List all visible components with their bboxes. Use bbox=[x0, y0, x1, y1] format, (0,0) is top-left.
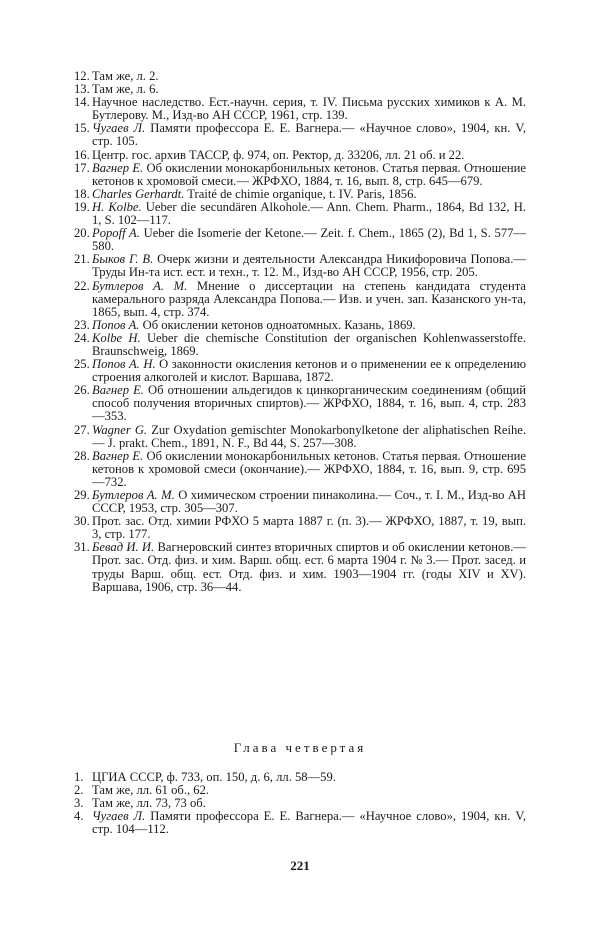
note-text bbox=[92, 69, 159, 83]
note-author: H. Kolbe. bbox=[92, 199, 142, 214]
note-number: 18. bbox=[74, 186, 90, 201]
note-number: 22. bbox=[74, 278, 90, 293]
note-text bbox=[92, 82, 159, 96]
note-body: Ueber die chemische Constitution der organischen Kohlenwasserstoffe. Braunschweig, 1869. bbox=[92, 330, 526, 358]
note-author: Чугаев Л. bbox=[92, 121, 146, 136]
note-body: Научное наследство. Ест.-научн. серия, т. IV. Письма русских химиков к А. М. Бутлерову. М., Изд-во АН СССР, 1961, стр. 139. bbox=[92, 95, 526, 123]
note-body: Центр. гос. архив ТАССР, ф. 974, оп. Ректор, д. 33206, лл. 21 об. и 22. bbox=[92, 147, 465, 162]
note-text bbox=[92, 318, 416, 332]
note-text bbox=[92, 449, 526, 489]
note-body: Об окислении кетонов одноатомных. Казань, 1869. bbox=[139, 317, 416, 332]
note-author: Попов А. bbox=[92, 317, 140, 332]
note-number: 21. bbox=[74, 252, 90, 267]
note-text bbox=[92, 148, 464, 162]
note-number: 2. bbox=[74, 783, 84, 798]
note-item bbox=[74, 515, 526, 541]
notes-list-chapter-four bbox=[74, 771, 526, 836]
note-text bbox=[92, 540, 526, 593]
note-item bbox=[74, 96, 526, 122]
note-author: Charles Gerhardt. bbox=[92, 186, 185, 201]
note-body: Об отношении альдегидов к цинкорганическим соединениям (общий способ получения вторичных спиртов).— ЖРФХО, 1884, т. 16, вып. 4, стр. 283—353. bbox=[92, 383, 526, 424]
note-number: 26. bbox=[74, 383, 90, 398]
note-item bbox=[74, 201, 526, 227]
note-item bbox=[74, 332, 526, 358]
note-item bbox=[74, 253, 526, 279]
note-text bbox=[92, 809, 526, 836]
note-text bbox=[92, 95, 526, 122]
note-number: 23. bbox=[74, 317, 90, 332]
note-text bbox=[92, 383, 526, 423]
note-item bbox=[74, 280, 526, 319]
note-text bbox=[92, 423, 526, 450]
note-body: Прот. зас. Отд. химии РФХО 5 марта 1887 г. (п. 3).— ЖРФХО, 1887, т. 19, вып. 3, стр. 177. bbox=[92, 514, 526, 542]
note-item bbox=[74, 450, 526, 489]
note-text bbox=[92, 783, 209, 797]
note-item bbox=[74, 384, 526, 423]
note-author: Вагнер Е. bbox=[92, 383, 144, 398]
note-body: Ueber die Isomerie der Ketone.— Zeit. f. Chem., 1865 (2), Bd 1, S. 577—580. bbox=[92, 226, 527, 254]
note-author: Бутлеров А. М. bbox=[92, 488, 175, 502]
note-author: Popoff A. bbox=[92, 226, 140, 241]
note-author: Бевад И. И. bbox=[92, 540, 155, 555]
note-body: Памяти профессора Е. Е. Вагнера.— «Научное слово», 1904, кн. V, стр. 105. bbox=[92, 121, 527, 149]
note-author: Бутлеров А. М. bbox=[92, 278, 188, 293]
note-body: Мнение о диссертации на степень кандидата студента камерального разряда Александра Попова.— Изв. и учен. зап. Казанского ун-та, 1865, вып. 4, стр. 374. bbox=[92, 278, 526, 319]
note-author: Вагнер Е. bbox=[92, 448, 144, 463]
note-body: Там же, л. 6. bbox=[92, 82, 159, 97]
note-body: Очерк жизни и деятельности Александра Никифоровича Попова.— Труды Ин-та ист. ест. и техн., т. 12. М., Изд-во АН СССР, 1956, стр. 205. bbox=[92, 252, 526, 280]
note-author: Быков Г. В. bbox=[92, 252, 154, 267]
note-text bbox=[92, 514, 526, 541]
note-number: 1. bbox=[74, 770, 84, 784]
note-body: ЦГИА СССР, ф. 733, оп. 150, д. 6, лл. 58—59. bbox=[92, 770, 336, 784]
note-number: 25. bbox=[74, 357, 90, 372]
note-body: Там же, л. 2. bbox=[92, 69, 159, 83]
note-text bbox=[92, 331, 526, 358]
note-text bbox=[92, 121, 526, 148]
note-author: Вагнер Е. bbox=[92, 160, 144, 175]
note-author: Wagner G. bbox=[92, 422, 148, 437]
note-text bbox=[92, 226, 526, 253]
note-author: Попов А. Н. bbox=[92, 357, 156, 372]
note-text bbox=[92, 279, 526, 319]
page-number: 221 bbox=[290, 858, 310, 873]
note-number: 30. bbox=[74, 514, 90, 529]
note-text bbox=[92, 187, 417, 201]
note-number: 15. bbox=[74, 121, 90, 136]
note-text bbox=[92, 252, 526, 279]
notes-list-previous-chapter bbox=[74, 70, 526, 594]
note-body: Zur Oxydation gemischter Monokarbonylketone der aliphatischen Reihe.— J. prakt. Chem., 1891, N. F., Bd 44, S. 257—308. bbox=[92, 422, 526, 450]
note-text bbox=[92, 161, 526, 188]
note-body: Об окислении монокарбонильных кетонов. Статья первая. Отношение кетонов к хромовой смеси.— ЖРФХО, 1884, т. 16, вып. 8, стр. 645—679. bbox=[92, 160, 526, 188]
note-number: 28. bbox=[74, 448, 90, 463]
note-number: 31. bbox=[74, 540, 90, 555]
note-number: 4. bbox=[74, 809, 84, 824]
note-item bbox=[74, 358, 526, 384]
note-number: 12. bbox=[74, 69, 90, 83]
chapter-heading: Глава четвертая bbox=[233, 740, 367, 755]
note-body: О химическом строении пинаколина.— Соч., т. I. М., Изд-во АН СССР, 1953, стр. 305—307. bbox=[92, 488, 526, 516]
note-number: 13. bbox=[74, 82, 90, 97]
note-number: 27. bbox=[74, 422, 90, 437]
note-item bbox=[74, 162, 526, 188]
note-body: О законности окисления кетонов и о применении ее к определению строения алкоголей и кислот. Варшава, 1872. bbox=[92, 357, 526, 385]
note-author: Kolbe H. bbox=[92, 330, 141, 345]
note-number: 17. bbox=[74, 160, 90, 175]
note-body: Памяти профессора Е. Е. Вагнера.— «Научное слово», 1904, кн. V, стр. 104—112. bbox=[92, 809, 527, 837]
note-text bbox=[92, 796, 206, 810]
note-body: Traité de chimie organique, t. IV. Paris, 1856. bbox=[184, 186, 417, 201]
note-text bbox=[92, 770, 336, 784]
note-item bbox=[74, 122, 526, 148]
note-number: 24. bbox=[74, 330, 90, 345]
note-number: 3. bbox=[74, 796, 84, 811]
note-number: 19. bbox=[74, 199, 90, 214]
note-body: Там же, лл. 73, 73 об. bbox=[92, 796, 206, 811]
note-body: Там же, лл. 61 об., 62. bbox=[92, 783, 210, 798]
note-item bbox=[74, 541, 526, 593]
note-number: 16. bbox=[74, 147, 90, 162]
note-item bbox=[74, 424, 526, 450]
note-number: 14. bbox=[74, 95, 90, 110]
note-item bbox=[74, 810, 526, 836]
note-item bbox=[74, 227, 526, 253]
note-author: Чугаев Л. bbox=[92, 809, 146, 824]
note-text bbox=[92, 488, 526, 515]
note-text bbox=[92, 200, 526, 227]
note-number: 20. bbox=[74, 226, 90, 241]
note-item bbox=[74, 489, 526, 515]
note-number: 29. bbox=[74, 488, 90, 502]
note-body: Вагнеровский синтез вторичных спиртов и об окислении кетонов.— Прот. зас. Отд. физ. и хим. Варш. общ. ест. 6 марта 1904 г. № 3.— Прот. засед. и труды Варш. общ. ест. Отд. физ. и хим. 1903—1904 гг. (годы XIV и XV). Варшава, 1906, стр. 36—44. bbox=[92, 540, 526, 594]
note-body: Об окислении монокарбонильных кетонов. Статья первая. Отношение кетонов к хромовой смеси (окончание).— ЖРФХО, 1884, т. 16, вып. 9, стр. 695—732. bbox=[92, 448, 526, 489]
note-body: Ueber die secundären Alkohole.— Ann. Chem. Pharm., 1864, Bd 132, H. 1, S. 102—117. bbox=[92, 199, 526, 228]
note-text bbox=[92, 357, 526, 384]
